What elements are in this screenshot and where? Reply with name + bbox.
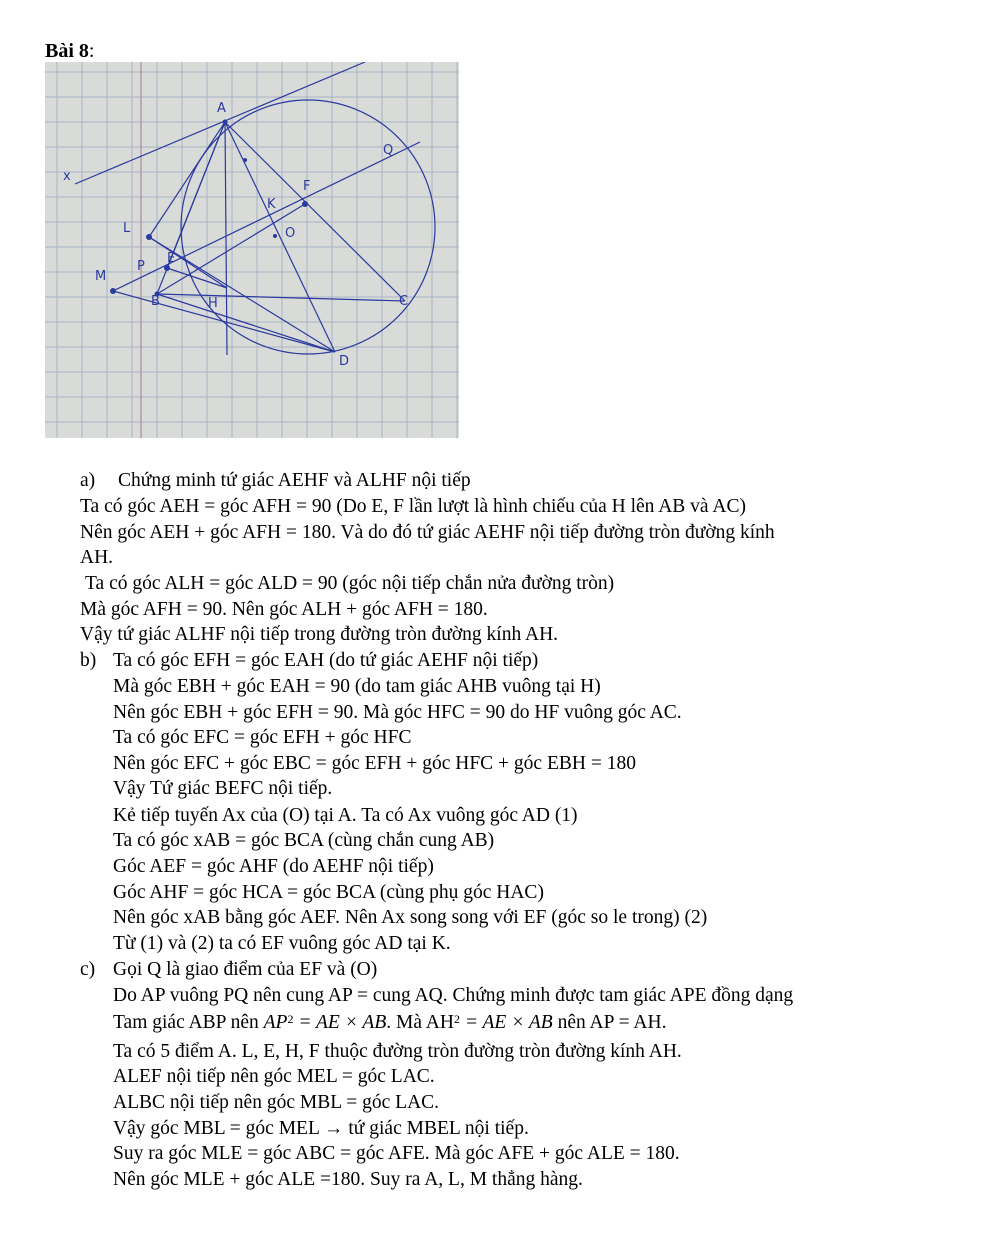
section-b-line: Kẻ tiếp tuyến Ax của (O) tại A. Ta có Ax vuông góc AD (1)	[113, 805, 578, 826]
section-b-line: Vậy Tứ giác BEFC nội tiếp.	[113, 778, 333, 799]
math-product: = AE × AB	[459, 1012, 553, 1033]
exercise-title-bold: Bài 8	[45, 40, 89, 62]
section-c-line: Nên góc MLE + góc ALE =180. Suy ra A, L, M thẳng hàng.	[113, 1169, 583, 1190]
section-b-line: Góc AHF = góc HCA = góc BCA (cùng phụ góc HAC)	[113, 882, 544, 903]
section-c-line: Do AP vuông PQ nên cung AP = cung AQ. Chứng minh được tam giác APE đồng dạng	[113, 985, 794, 1006]
section-a-line: Vậy tứ giác ALHF nội tiếp trong đường tròn đường kính AH.	[80, 624, 559, 645]
text-segment: nên AP = AH.	[552, 1012, 667, 1033]
label-a: A	[217, 101, 226, 116]
label-f: F	[303, 179, 311, 194]
section-b-line: Ta có góc xAB = góc BCA (cùng chắn cung AB)	[113, 830, 495, 851]
section-b-line: Góc AEF = góc AHF (do AEHF nội tiếp)	[113, 856, 434, 877]
section-b-line: Nên góc EFC + góc EBC = góc EFH + góc HFC + góc EBH = 180	[113, 753, 636, 774]
section-c-marker: c)	[80, 959, 96, 980]
label-b: B	[151, 294, 160, 309]
label-d: D	[339, 354, 350, 369]
label-h: H	[208, 296, 218, 311]
label-l: L	[123, 221, 131, 236]
section-a-line: Mà góc AFH = 90. Nên góc ALH + góc AFH = 180.	[80, 599, 488, 620]
label-m: M	[95, 269, 107, 284]
section-b-line: Nên góc xAB bằng góc AEF. Nên Ax song song với EF (góc so le trong) (2)	[113, 907, 708, 928]
section-c-line: ALBC nội tiếp nên góc MBL = góc LAC.	[113, 1092, 440, 1113]
text-segment: Tam giác ABP nên	[113, 1012, 264, 1033]
section-a-marker: a)	[80, 470, 96, 491]
math-product: = AE × AB	[293, 1012, 387, 1033]
text-segment: . Mà AH	[386, 1012, 454, 1033]
section-a-line: Nên góc AEH + góc AFH = 180. Và do đó tứ giác AEHF nội tiếp đường tròn đường kính	[80, 522, 775, 543]
superscript-2: 2	[287, 1012, 294, 1026]
section-c-line: Suy ra góc MLE = góc ABC = góc AFE. Mà góc AFE + góc ALE = 180.	[113, 1143, 680, 1164]
section-c-line: Vậy góc MBL = góc MEL → tứ giác MBEL nội tiếp.	[113, 1118, 529, 1139]
label-x: x	[63, 169, 71, 184]
label-p: P	[137, 259, 145, 274]
section-b-first-line: Ta có góc EFH = góc EAH (do tứ giác AEHF nội tiếp)	[113, 650, 539, 671]
section-a-line: Ta có góc AEH = góc AFH = 90 (Do E, F lần lượt là hình chiếu của H lên AB và AC)	[80, 496, 746, 517]
exercise-title	[45, 40, 94, 63]
math-ap: AP	[263, 1012, 288, 1033]
section-c-line: ALEF nội tiếp nên góc MEL = góc LAC.	[113, 1066, 435, 1087]
section-a-heading: Chứng minh tứ giác AEHF và ALHF nội tiếp	[118, 470, 471, 491]
section-a-line: Ta có góc ALH = góc ALD = 90 (góc nội tiếp chắn nửa đường tròn)	[85, 573, 615, 594]
section-b-line: Nên góc EBH + góc EFH = 90. Mà góc HFC = 90 do HF vuông góc AC.	[113, 702, 682, 723]
section-c-equation-line	[113, 1011, 666, 1035]
section-a-line: AH.	[80, 547, 114, 568]
label-c: C	[399, 294, 409, 309]
section-b-line: Mà góc EBH + góc EAH = 90 (do tam giác AHB vuông tại H)	[113, 676, 601, 697]
section-b-line: Ta có góc EFC = góc EFH + góc HFC	[113, 727, 412, 748]
geometry-figure-photo	[45, 62, 459, 438]
section-b-line: Từ (1) và (2) ta có EF vuông góc AD tại K.	[113, 933, 451, 954]
label-q: Q	[383, 143, 394, 158]
label-k: K	[267, 197, 276, 212]
section-c-line: Ta có 5 điểm A. L, E, H, F thuộc đường tròn đường tròn đường kính AH.	[113, 1041, 682, 1062]
section-b-marker: b)	[80, 650, 97, 671]
label-o: O	[285, 226, 296, 241]
section-c-first-line: Gọi Q là giao điểm của EF và (O)	[113, 959, 378, 980]
exercise-title-colon: :	[88, 40, 95, 62]
label-e: E	[167, 251, 176, 266]
superscript-2: 2	[453, 1012, 460, 1026]
